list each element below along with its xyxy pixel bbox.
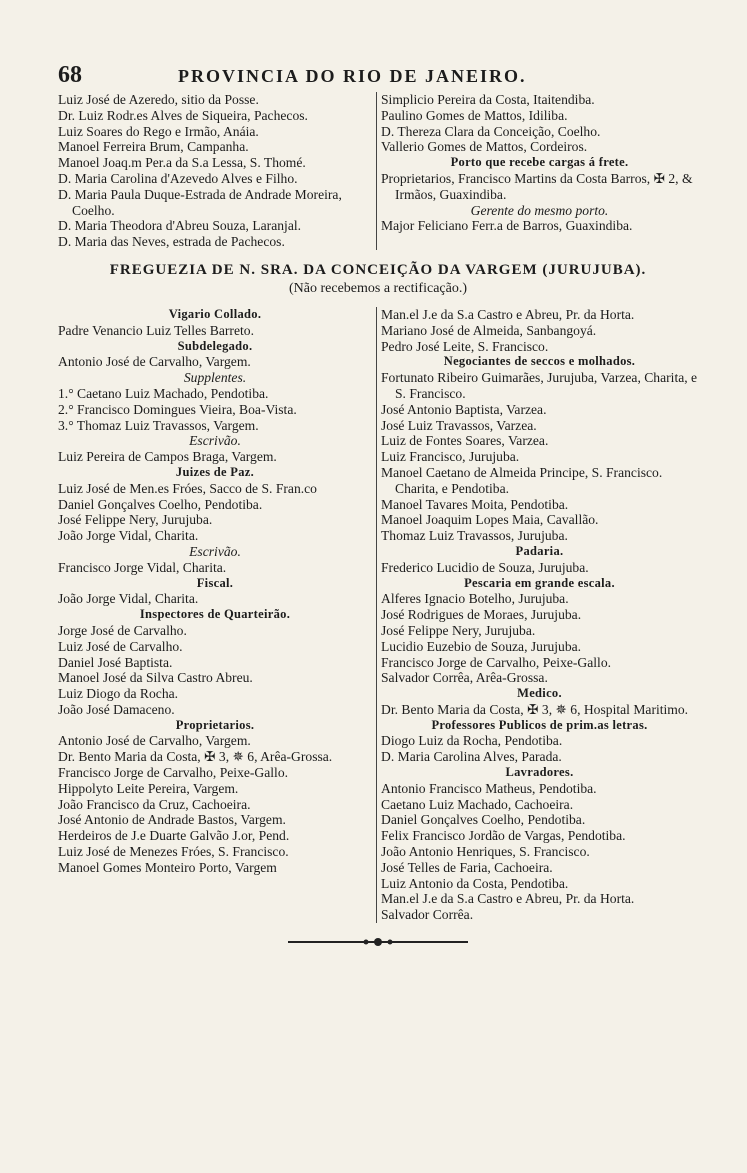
list-item: D. Thereza Clara da Conceição, Coelho.	[381, 123, 601, 139]
list-item: Francisco Jorge de Carvalho, Peixe-Gallo.	[381, 654, 612, 670]
heading-vigario: Vigario Collado.	[168, 306, 262, 321]
list-item: Luiz Pereira de Campos Braga, Vargem.	[58, 449, 277, 465]
list-item: Herdeiros de J.e Duarte Galvão J.or, Pend.	[58, 828, 290, 844]
list-item: José Telles de Faria, Cachoeira.	[381, 859, 553, 875]
list-item: Simplicio Pereira da Costa, Itaitendiba.	[381, 92, 595, 107]
heading-supplentes: Supplentes.	[183, 370, 247, 386]
list-item: Luiz Antonio da Costa, Pendotiba.	[381, 875, 569, 891]
list-item: José Felippe Nery, Jurujuba.	[381, 622, 536, 638]
list-item: Antonio José de Carvalho, Vargem.	[58, 733, 251, 749]
list-item: Caetano Luiz Machado, Cachoeira.	[381, 796, 574, 812]
heading-inspectores: Inspectores de Quarteirão.	[139, 607, 291, 622]
section-title: FREGUEZIA DE N. SRA. DA CONCEIÇÃO DA VARGEM (JURUJUBA).	[109, 261, 647, 278]
list-item: D. Maria Theodora d'Abreu Souza, Laranjal.	[58, 218, 302, 234]
list-item: Diogo Luiz da Rocha, Pendotiba.	[381, 733, 563, 749]
list-item: D. Maria Paula Duque-Estrada de Andrade Moreira, Coelho.	[58, 186, 342, 218]
list-item: Luiz Diogo da Rocha.	[58, 686, 179, 702]
list-item: Manoel Joaq.m Per.a da S.a Lessa, S. Thomé.	[58, 155, 306, 171]
list-item: 3.° Thomaz Luiz Travassos, Vargem.	[58, 417, 259, 433]
list-item: D. Maria Carolina d'Azevedo Alves e Filho.	[58, 170, 298, 186]
list-item: Vallerio Gomes de Mattos, Cordeiros.	[381, 139, 588, 155]
list-item: Thomaz Luiz Travassos, Jurujuba.	[381, 528, 568, 544]
top-left-column	[58, 92, 376, 250]
list-item: Mariano José de Almeida, Sanbangoyá.	[381, 322, 597, 338]
list-item: Luiz José de Azeredo, sitio da Posse.	[58, 92, 259, 107]
list-item: Dr. Bento Maria da Costa, ✠ 3, ✵ 6, Arêa-Grossa.	[58, 749, 333, 765]
list-item: Salvador Corrêa, Arêa-Grossa.	[381, 670, 548, 686]
page-header	[58, 62, 698, 92]
list-item: Luiz José de Menezes Fróes, S. Francisco.	[58, 844, 289, 860]
list-item: 1.° Caetano Luiz Machado, Pendotiba.	[58, 385, 269, 401]
heading-escrivao: Escrivão.	[189, 433, 241, 449]
parish-section	[58, 307, 698, 923]
list-item: Daniel José Baptista.	[58, 654, 173, 670]
list-item: José Rodrigues de Moraes, Jurujuba.	[381, 607, 582, 623]
list-item: Luiz José de Men.es Fróes, Sacco de S. Fran.co	[58, 480, 317, 496]
heading-professores: Professores Publicos de prim.as letras.	[431, 717, 648, 732]
list-item: Hippolyto Leite Pereira, Vargem.	[58, 780, 239, 796]
heading-medico: Medico.	[517, 686, 562, 701]
top-right-column	[376, 92, 698, 250]
list-item: Paulino Gomes de Mattos, Idiliba.	[381, 107, 568, 123]
ornament-rule-icon	[278, 935, 478, 949]
manager-heading: Gerente do mesmo porto.	[470, 202, 609, 218]
page-number: 68	[58, 62, 82, 88]
heading-juizes: Juizes de Paz.	[175, 464, 255, 479]
list-item: Dr. Bento Maria da Costa, ✠ 3, ✵ 6, Hospital Maritimo.	[381, 701, 689, 717]
list-item: José Antonio de Andrade Bastos, Vargem.	[58, 812, 286, 828]
list-item: Luiz Soares do Rego e Irmão, Anáia.	[58, 123, 259, 139]
list-item: Alferes Ignacio Botelho, Jurujuba.	[381, 591, 569, 607]
top-section	[58, 92, 698, 250]
list-item: Luiz José de Carvalho.	[58, 638, 183, 654]
parish-left-column	[58, 307, 376, 923]
heading-fiscal: Fiscal.	[196, 575, 234, 590]
list-item: João José Damaceno.	[58, 701, 175, 717]
list-item: Man.el J.e da S.a Castro e Abreu, Pr. da Horta.	[381, 891, 635, 907]
list-item: Manoel Ferreira Brum, Campanha.	[58, 139, 249, 155]
list-item: Manoel Caetano de Almeida Principe, S. Francisco. Charita, e Pendotiba.	[381, 464, 663, 496]
list-item: Antonio Francisco Matheus, Pendotiba.	[381, 780, 597, 796]
list-item: Padre Venancio Luiz Telles Barreto.	[58, 322, 254, 338]
list-item: Major Feliciano Ferr.a de Barros, Guaxindiba.	[381, 218, 633, 234]
list-item: Manoel Gomes Monteiro Porto, Vargem	[58, 859, 277, 875]
list-item: José Felippe Nery, Jurujuba.	[58, 512, 213, 528]
list-item: Manoel Tavares Moita, Pendotiba.	[381, 496, 569, 512]
heading-pescaria: Pescaria em grande escala.	[464, 575, 615, 590]
heading-escrivao-2: Escrivão.	[189, 543, 241, 559]
list-item: Dr. Luiz Rodr.es Alves de Siqueira, Pachecos.	[58, 107, 308, 123]
list-item: Pedro José Leite, S. Francisco.	[381, 338, 549, 354]
list-item: Manoel Joaquim Lopes Maia, Cavallão.	[381, 512, 599, 528]
list-item: Luiz de Fontes Soares, Varzea.	[381, 433, 549, 449]
list-item: Felix Francisco Jordão de Vargas, Pendotiba.	[381, 828, 626, 844]
list-item: Proprietarios, Francisco Martins da Costa Barros, ✠ 2, & Irmãos, Guaxindiba.	[381, 170, 693, 202]
list-item: D. Maria das Neves, estrada de Pachecos.	[58, 234, 285, 250]
list-item: Man.el J.e da S.a Castro e Abreu, Pr. da Horta.	[381, 306, 635, 322]
list-item: João Antonio Henriques, S. Francisco.	[381, 844, 590, 860]
list-item: José Antonio Baptista, Varzea.	[381, 401, 547, 417]
list-item: Antonio José de Carvalho, Vargem.	[58, 354, 251, 370]
list-item: Daniel Gonçalves Coelho, Pendotiba.	[381, 812, 586, 828]
list-item: Frederico Lucidio de Souza, Jurujuba.	[381, 559, 589, 575]
list-item: José Luiz Travassos, Varzea.	[381, 417, 537, 433]
list-item: João Jorge Vidal, Charita.	[58, 528, 199, 544]
list-item: Francisco Jorge de Carvalho, Peixe-Gallo.	[58, 765, 289, 781]
running-title: PROVINCIA DO RIO DE JANEIRO.	[178, 66, 527, 86]
list-item: Fortunato Ribeiro Guimarães, Jurujuba, Varzea, Charita, e S. Francisco.	[381, 370, 698, 401]
list-item: Jorge José de Carvalho.	[58, 622, 187, 638]
list-item: Manoel José da Silva Castro Abreu.	[58, 670, 253, 686]
parish-right-column	[376, 307, 698, 923]
end-ornament	[58, 935, 698, 954]
list-item: Salvador Corrêa.	[381, 907, 474, 923]
list-item: Luiz Francisco, Jurujuba.	[381, 449, 520, 465]
list-item: Lucidio Euzebio de Souza, Jurujuba.	[381, 638, 582, 654]
list-item: João Jorge Vidal, Charita.	[58, 591, 199, 607]
heading-proprietarios: Proprietarios.	[175, 717, 255, 732]
heading-negociantes: Negociantes de seccos e molhados.	[443, 354, 636, 369]
page	[58, 62, 698, 923]
heading-subdelegado: Subdelegado.	[177, 338, 253, 353]
list-item: 2.° Francisco Domingues Vieira, Boa-Vista.	[58, 401, 297, 417]
list-item: Francisco Jorge Vidal, Charita.	[58, 559, 227, 575]
heading-lavradores: Lavradores.	[505, 765, 574, 780]
list-item: João Francisco da Cruz, Cachoeira.	[58, 796, 251, 812]
section-note: (Não recebemos a rectificação.)	[289, 280, 467, 296]
heading-padaria: Padaria.	[515, 543, 564, 558]
port-heading: Porto que recebe cargas á frete.	[450, 155, 629, 170]
list-item: Daniel Gonçalves Coelho, Pendotiba.	[58, 496, 263, 512]
list-item: D. Maria Carolina Alves, Parada.	[381, 749, 562, 765]
